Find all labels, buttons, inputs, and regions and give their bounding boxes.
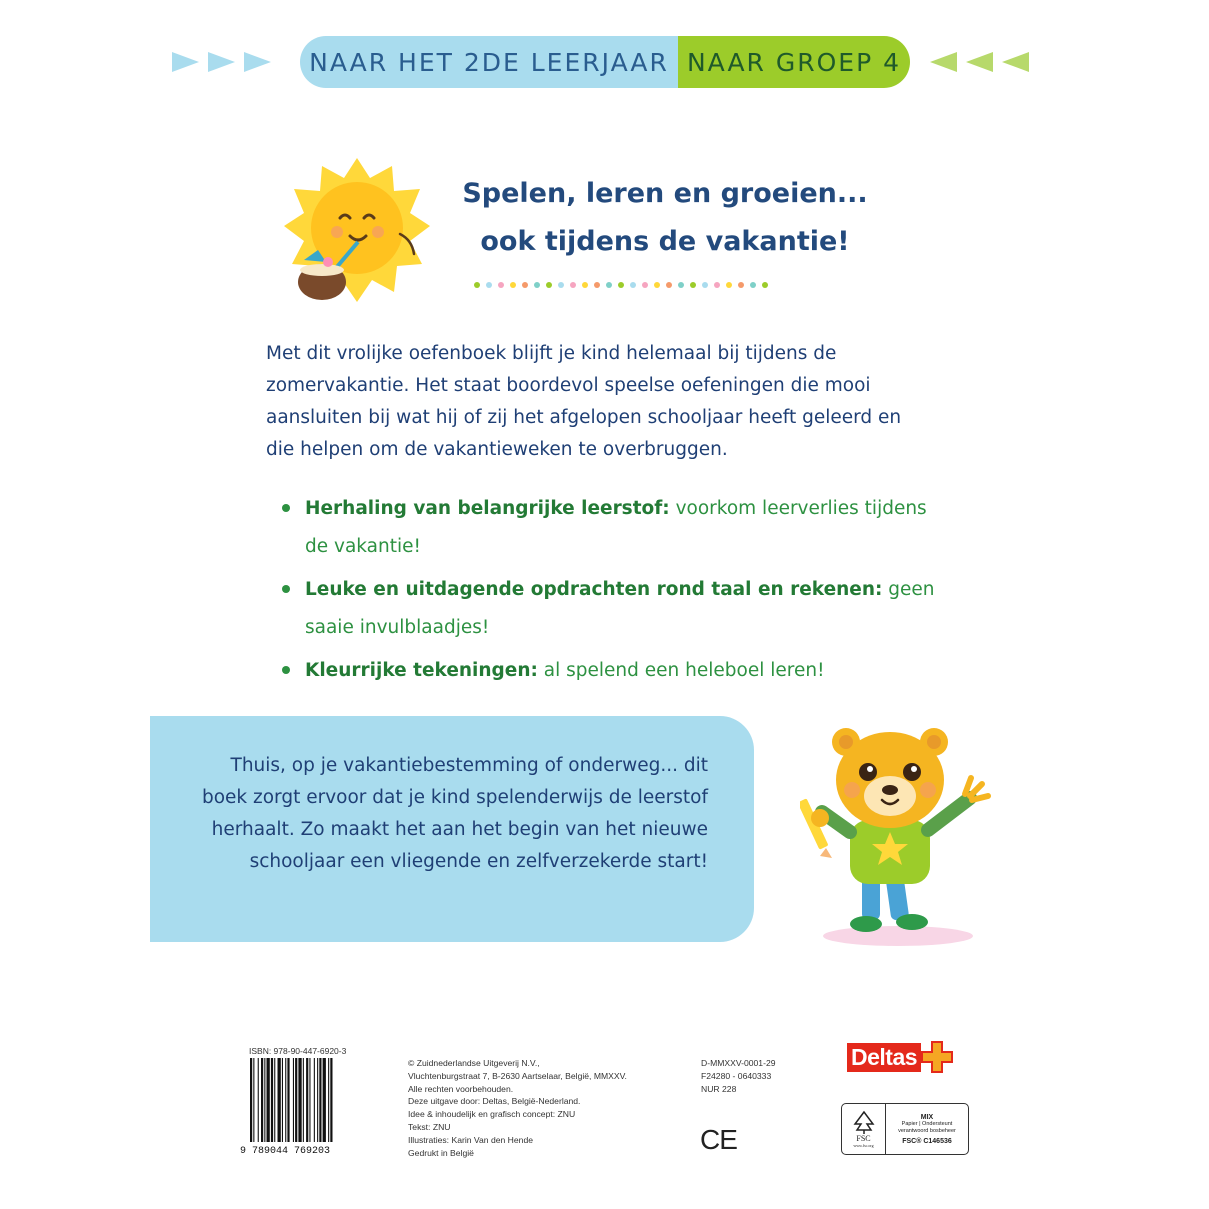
imprint-line: Illustraties: Karin Van den Hende: [408, 1134, 533, 1145]
divider-dot: [690, 282, 696, 288]
divider-dot: [606, 282, 612, 288]
deltas-wordmark: Deltas: [847, 1043, 921, 1072]
triangle-icon: [1002, 52, 1029, 72]
barcode-bar: [274, 1058, 275, 1142]
divider-dot: [762, 282, 768, 288]
divider-dot: [750, 282, 756, 288]
tagline-line-2: ook tijdens de vakantie!: [480, 226, 850, 257]
divider-dot: [474, 282, 480, 288]
divider-dot: [582, 282, 588, 288]
triangle-icon: [244, 52, 271, 72]
grade-label-belgium: NAAR HET 2DE LEERJAAR: [300, 36, 678, 88]
divider-dot: [654, 282, 660, 288]
divider-dot: [522, 282, 528, 288]
barcode-bar: [303, 1058, 304, 1142]
fsc-logo-text: FSC: [856, 1134, 871, 1143]
imprint-line: Alle rechten voorbehouden.: [408, 1083, 514, 1094]
fsc-tree-icon: [851, 1110, 877, 1134]
imprint-line: Tekst: ZNU: [408, 1121, 451, 1132]
barcode-bar: [328, 1058, 329, 1142]
imprint-line: Vluchtenburgstraat 7, B-2630 Aartselaar, België, MMXXV.: [408, 1070, 627, 1081]
divider-dot: [702, 282, 708, 288]
barcode-bar: [278, 1058, 281, 1142]
list-item: [282, 490, 942, 566]
intro-paragraph: Met dit vrolijke oefenboek blijft je kind helemaal bij tijdens de zomervakantie. Het staat boordevol speelse oefeningen die mooi aansluiten bij wat hij of zij het afgelopen schooljaar heeft geleerd en die helpen om de vakantieweken te overbruggen.: [266, 343, 902, 460]
bear-illustration: [800, 720, 1000, 950]
product-code: NUR 228: [701, 1083, 737, 1094]
triangle-icon: [966, 52, 993, 72]
divider-dot: [618, 282, 624, 288]
divider-dot: [630, 282, 636, 288]
divider-dot: [546, 282, 552, 288]
imprint-line: Deze uitgave door: Deltas, België-Nederland.: [408, 1096, 581, 1107]
product-codes: [701, 1057, 821, 1095]
divider-dot: [498, 282, 504, 288]
barcode-bar: [261, 1058, 263, 1142]
left-arrow-decoration: [172, 52, 271, 72]
barcode-bar: [282, 1058, 283, 1142]
divider-dot: [738, 282, 744, 288]
barcode-bar: [317, 1058, 318, 1142]
divider-dot: [534, 282, 540, 288]
barcode-bar: [285, 1058, 286, 1142]
divider-dot: [558, 282, 564, 288]
fsc-line: Papier | Ondersteunt: [901, 1120, 953, 1127]
deltas-logo: [847, 1039, 955, 1075]
list-item-bold: Kleurrijke tekeningen:: [305, 660, 538, 681]
isbn-label: ISBN: 978-90-447-6920-3: [249, 1046, 347, 1056]
barcode-bar: [264, 1058, 265, 1142]
product-code: D-MMXXV-0001-29: [701, 1058, 776, 1068]
imprint-line: Gedrukt in België: [408, 1147, 474, 1158]
imprint-block: [408, 1057, 688, 1159]
product-code: F24280 - 0640333: [701, 1070, 772, 1081]
grade-label-netherlands: NAAR GROEP 4: [678, 36, 910, 88]
fsc-url: www.fsc.org: [853, 1143, 874, 1148]
divider-dot: [594, 282, 600, 288]
divider-dot: [570, 282, 576, 288]
fsc-code: FSC® C146536: [902, 1137, 952, 1145]
barcode-bar: [298, 1058, 301, 1142]
divider-dot: [678, 282, 684, 288]
imprint-line: © Zuidnederlandse Uitgeverij N.V.,: [408, 1058, 540, 1068]
tagline-line-1: Spelen, leren en groeien...: [462, 178, 868, 209]
barcode-bar: [295, 1058, 297, 1142]
fsc-logo: [842, 1104, 886, 1154]
divider-dot: [714, 282, 720, 288]
list-item-rest: voorkom leerverlies tijdens de vakantie!: [305, 498, 927, 557]
dotted-divider: [474, 282, 768, 288]
barcode-bar: [253, 1058, 254, 1142]
barcode: [240, 1056, 370, 1156]
fsc-line: verantwoord bosbeheer: [898, 1127, 956, 1134]
barcode-bar: [314, 1058, 315, 1142]
triangle-icon: [930, 52, 957, 72]
barcode-bar: [271, 1058, 273, 1142]
fsc-label: [841, 1103, 969, 1155]
barcode-bar: [330, 1058, 332, 1142]
highlight-text: Thuis, op je vakantiebestemming of onderweg... dit boek zorgt ervoor dat je kind spelenderwijs de leerstof herhaalt. Zo maakt het aan het begin van het nieuwe schooljaar een vliegende en zelfverzekerde start!: [201, 755, 708, 872]
divider-dot: [510, 282, 516, 288]
list-item-rest: geen saaie invulblaadjes!: [305, 579, 935, 638]
barcode-digits: 9 789044 769203: [240, 1146, 331, 1156]
list-item: [282, 652, 942, 690]
barcode-bar: [287, 1058, 289, 1142]
fsc-details: [886, 1104, 968, 1154]
barcode-bar: [323, 1058, 326, 1142]
barcode-bar: [309, 1058, 310, 1142]
barcode-bar: [250, 1058, 252, 1142]
triangle-icon: [172, 52, 199, 72]
right-arrow-decoration: [930, 52, 1029, 72]
fsc-mix: MIX: [920, 1113, 934, 1121]
barcode-bar: [293, 1058, 294, 1142]
feature-list: [282, 490, 942, 695]
divider-dot: [726, 282, 732, 288]
triangle-icon: [208, 52, 235, 72]
divider-dot: [666, 282, 672, 288]
barcode-bar: [258, 1058, 259, 1142]
grade-banner: [300, 36, 910, 88]
list-item-rest: al spelend een heleboel leren!: [537, 660, 825, 681]
list-item: [282, 571, 942, 647]
barcode-bar: [267, 1058, 270, 1142]
sun-illustration: [282, 156, 432, 306]
barcode-bar: [306, 1058, 308, 1142]
divider-dot: [642, 282, 648, 288]
tagline-heading: [440, 170, 890, 266]
deltas-plus-icon: [919, 1039, 955, 1075]
divider-dot: [486, 282, 492, 288]
list-item-bold: Leuke en uitdagende opdrachten rond taal en rekenen:: [305, 579, 883, 600]
imprint-line: Idee & inhoudelijk en grafisch concept: ZNU: [408, 1109, 576, 1120]
ce-mark-icon: CE: [700, 1124, 737, 1155]
list-item-bold: Herhaling van belangrijke leerstof:: [305, 498, 670, 519]
barcode-bar: [319, 1058, 321, 1142]
